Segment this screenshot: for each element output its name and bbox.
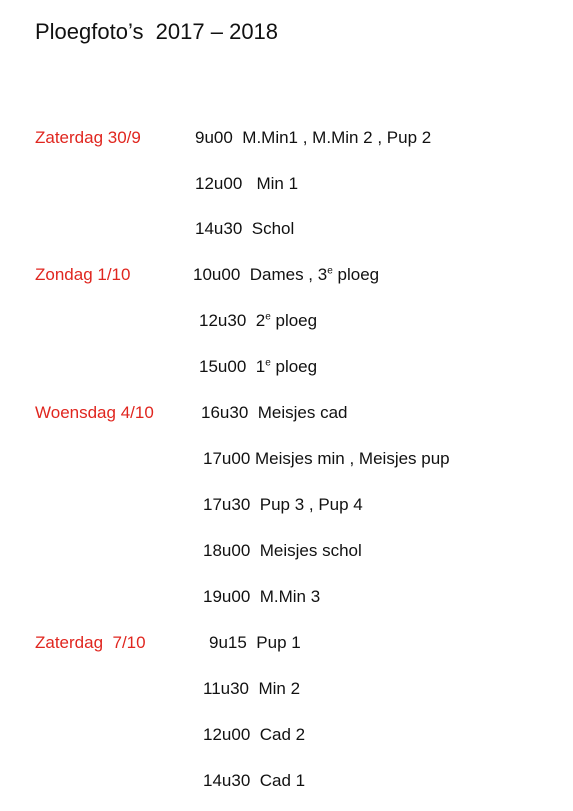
entry-time: 10u00 [193, 265, 241, 284]
entry-teams: Schol [251, 219, 295, 238]
schedule-entry [195, 127, 431, 149]
entry-teams: Meisjes schol [259, 541, 362, 560]
schedule-entry [203, 724, 305, 746]
entry-teams: 1 [255, 357, 266, 376]
entry-time: 17u30 [203, 495, 251, 514]
schedule-entry [195, 218, 294, 240]
entry-teams: M.Min 3 [259, 587, 321, 606]
entry-teams: Cad 2 [259, 725, 306, 744]
entry-teams: Dames , 3 [249, 265, 328, 284]
entry-teams: Meisjes min , Meisjes pup [255, 449, 450, 468]
entry-teams-suffix: ploeg [332, 265, 380, 284]
schedule-entry [193, 264, 379, 286]
entry-time: 19u00 [203, 587, 251, 606]
entry-time: 9u00 [195, 128, 233, 147]
entry-time: 14u30 [195, 219, 243, 238]
schedule-entry [203, 540, 362, 562]
entry-teams: Cad 1 [259, 771, 306, 790]
schedule-entry [209, 632, 301, 654]
schedule-entry [203, 494, 363, 516]
schedule-entry [203, 586, 320, 608]
entry-time: 12u00 [195, 174, 243, 193]
ordinal-suffix: e [265, 357, 271, 369]
schedule-entry [199, 356, 317, 378]
day-label: Woensdag 4/10 [35, 403, 154, 422]
entry-teams: Min 2 [258, 679, 301, 698]
entry-time: 17u00 [203, 449, 251, 468]
schedule-entry [203, 678, 300, 700]
entry-teams: M.Min1 , M.Min 2 , Pup 2 [242, 128, 432, 147]
entry-teams: Pup 1 [256, 633, 301, 652]
entry-time: 14u30 [203, 771, 251, 790]
entry-time: 12u00 [203, 725, 251, 744]
schedule-entry [203, 770, 305, 792]
ordinal-suffix: e [265, 311, 271, 323]
page-title: Ploegfoto’s 2017 – 2018 [35, 19, 279, 44]
ordinal-suffix: e [327, 265, 333, 277]
day-label: Zaterdag 7/10 [35, 633, 146, 652]
entry-time: 9u15 [209, 633, 247, 652]
entry-time: 11u30 [203, 679, 250, 698]
entry-time: 12u30 [199, 311, 247, 330]
entry-teams-suffix: ploeg [270, 311, 318, 330]
entry-teams: Pup 3 , Pup 4 [259, 495, 363, 514]
entry-teams: Min 1 [256, 174, 299, 193]
schedule-entry [201, 402, 348, 424]
entry-time: 15u00 [199, 357, 247, 376]
entry-time: 16u30 [201, 403, 249, 422]
schedule-entry [203, 448, 450, 470]
entry-teams: Meisjes cad [257, 403, 348, 422]
schedule-entry [199, 310, 317, 332]
schedule-entry [195, 173, 298, 195]
entry-teams: 2 [255, 311, 266, 330]
day-label: Zondag 1/10 [35, 265, 131, 284]
entry-teams-suffix: ploeg [270, 357, 318, 376]
entry-time: 18u00 [203, 541, 251, 560]
day-label: Zaterdag 30/9 [35, 128, 141, 147]
